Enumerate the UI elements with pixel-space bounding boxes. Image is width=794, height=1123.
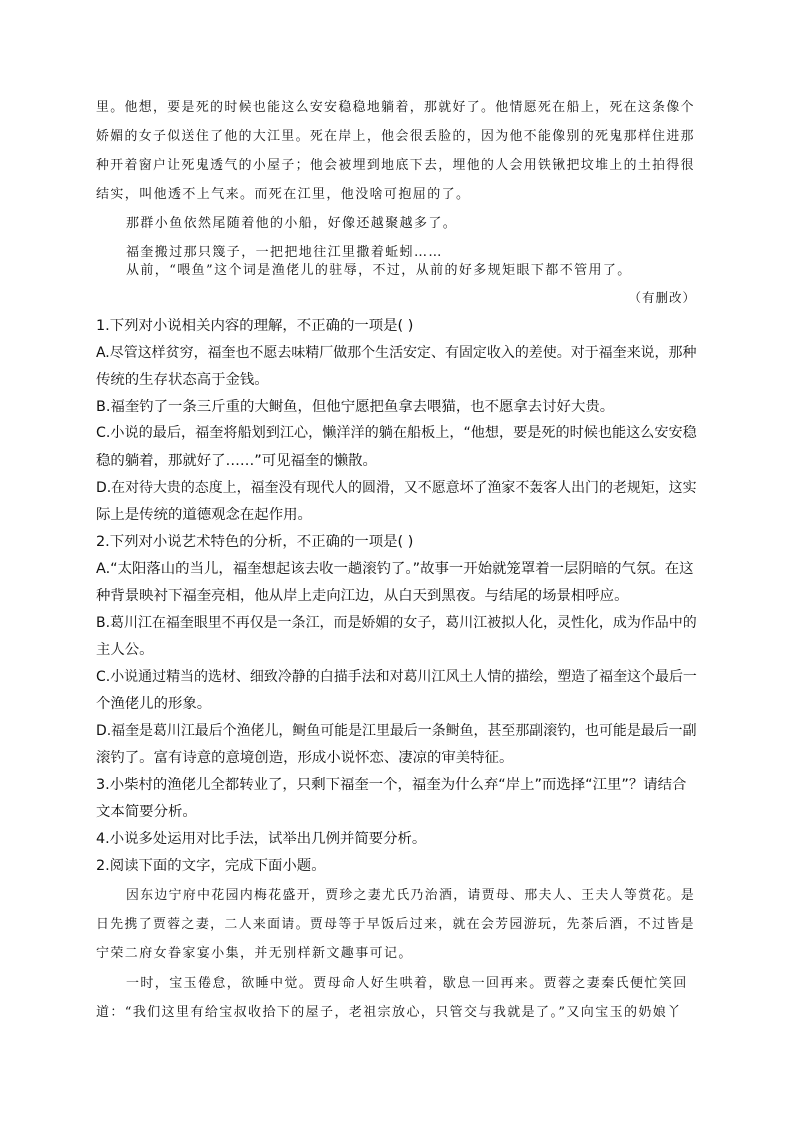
question-1-option-c-cont: 稳的躺着，那就好了……”可见福奎的懒散。 xyxy=(96,453,377,469)
source-note: （有删改） xyxy=(628,290,696,305)
passage-line: 日先携了贾蓉之妻，二人来面请。贾母等于早饭后过来，就在会芳园游玩，先茶后酒，不过皆是 xyxy=(96,917,695,932)
passage-line: 种开着窗户让死鬼透气的小屋子；他会被埋到地底下去，埋他的人会用铁锹把坟堆上的土拍得很 xyxy=(96,158,695,173)
question-2-option-c-cont: 个渔佬儿的形象。 xyxy=(96,696,212,712)
question-2-option-d-cont: 滚钓了。富有诗意的意境创造，形成小说怀恋、凄凉的审美特征。 xyxy=(96,750,514,766)
question-1-option-c: C.小说的最后，福奎将船划到江心，懒洋洋的躺在船板上，“他想，要是死的时候也能这么安安稳 xyxy=(96,425,697,441)
passage-line: 里。他想，要是死的时候也能这么安安稳稳地躺着，那就好了。他情愿死在船上，死在这条像个 xyxy=(96,100,695,115)
question-1-option-a: A.尽管这样贫穷，福奎也不愿去味精厂做那个生活安定、有固定收入的差使。对于福奎来说，那种 xyxy=(96,345,697,361)
question-3-stem-cont: 文本简要分析。 xyxy=(96,804,197,820)
question-4-stem: 4.小说多处运用对比手法，试举出几例并简要分析。 xyxy=(96,831,427,847)
question-2-option-c: C.小说通过精当的选材、细致冷静的白描手法和对葛川江风土人情的描绘，塑造了福奎这个最后一 xyxy=(96,669,697,685)
passage-line: 那群小鱼依然尾随着他的小船，好像还越聚越多了。 xyxy=(126,216,458,231)
passage-line: 一时，宝玉倦怠，欲睡中觉。贾母命人好生哄着，歇息一回再来。贾蓉之妻秦氏便忙笑回 xyxy=(126,976,688,991)
question-2-option-b-cont: 主人公。 xyxy=(96,642,154,658)
question-3-stem: 3.小柴村的渔佬儿全都转业了，只剩下福奎一个，福奎为什么弃“岸上”而选择“江里”？请结合 xyxy=(96,777,687,793)
passage-line: 福奎搬过那只篾子，一把把地往江里撒着蚯蚓…… xyxy=(126,245,443,260)
question-1-option-a-cont: 传统的生存状态高于金钱。 xyxy=(96,372,269,388)
question-1-option-d: D.在对待大贵的态度上，福奎没有现代人的圆滑，又不愿意坏了渔家不轰客人出门的老规矩，这实 xyxy=(96,480,697,496)
question-2-option-a: A.“太阳落山的当儿，福奎想起该去收一趟滚钓了。”故事一开始就笼罩着一层阴暗的气氛。在这 xyxy=(96,561,694,577)
passage-line: 因东边宁府中花园内梅花盛开，贾珍之妻尤氏乃治酒，请贾母、邢夫人、王夫人等赏花。是 xyxy=(126,888,696,903)
passage-line: 娇媚的女子似送住了他的大江里。死在岸上，他会很丢脸的，因为他不能像别的死鬼那样住进那 xyxy=(96,129,695,144)
question-2-stem: 2.下列对小说艺术特色的分析，不正确的一项是( ) xyxy=(96,534,414,550)
question-1-stem: 1.下列对小说相关内容的理解，不正确的一项是( ) xyxy=(96,318,414,334)
passage-line: 宁荣二府女眷家宴小集，并无别样新文趣事可记。 xyxy=(96,946,413,961)
question-2-option-d: D.福奎是葛川江最后个渔佬儿，鲥鱼可能是江里最后一条鲥鱼，甚至那副滚钓，也可能是最后一副 xyxy=(96,723,697,739)
question-2-option-a-cont: 种背景映衬下福奎亮相，他从岸上走向江边，从白天到黑夜。与结尾的场景相呼应。 xyxy=(96,588,629,604)
passage-line: 从前，“喂鱼”这个词是渔佬儿的驻辱，不过，从前的好多规矩眼下都不管用了。 xyxy=(126,263,632,278)
question-1-option-d-cont: 际上是传统的道德观念在起作用。 xyxy=(96,507,312,523)
question-1-option-b: B.福奎钓了一条三斤重的大鲥鱼，但他宁愿把鱼拿去喂猫，也不愿拿去讨好大贵。 xyxy=(96,399,615,415)
section-2-heading: 2.阅读下面的文字，完成下面小题。 xyxy=(96,858,326,874)
passage-line: 结实，叫他透不上气来。而死在江里，他没啥可抱屈的了。 xyxy=(96,187,471,202)
passage-line: 道：“我们这里有给宝叔收拾下的屋子，老祖宗放心，只管交与我就是了。”又向宝玉的奶娘丫 xyxy=(96,1005,682,1020)
question-2-option-b: B.葛川江在福奎眼里不再仅是一条江，而是娇媚的女子，葛川江被拟人化，灵性化，成为作品中的 xyxy=(96,615,697,631)
